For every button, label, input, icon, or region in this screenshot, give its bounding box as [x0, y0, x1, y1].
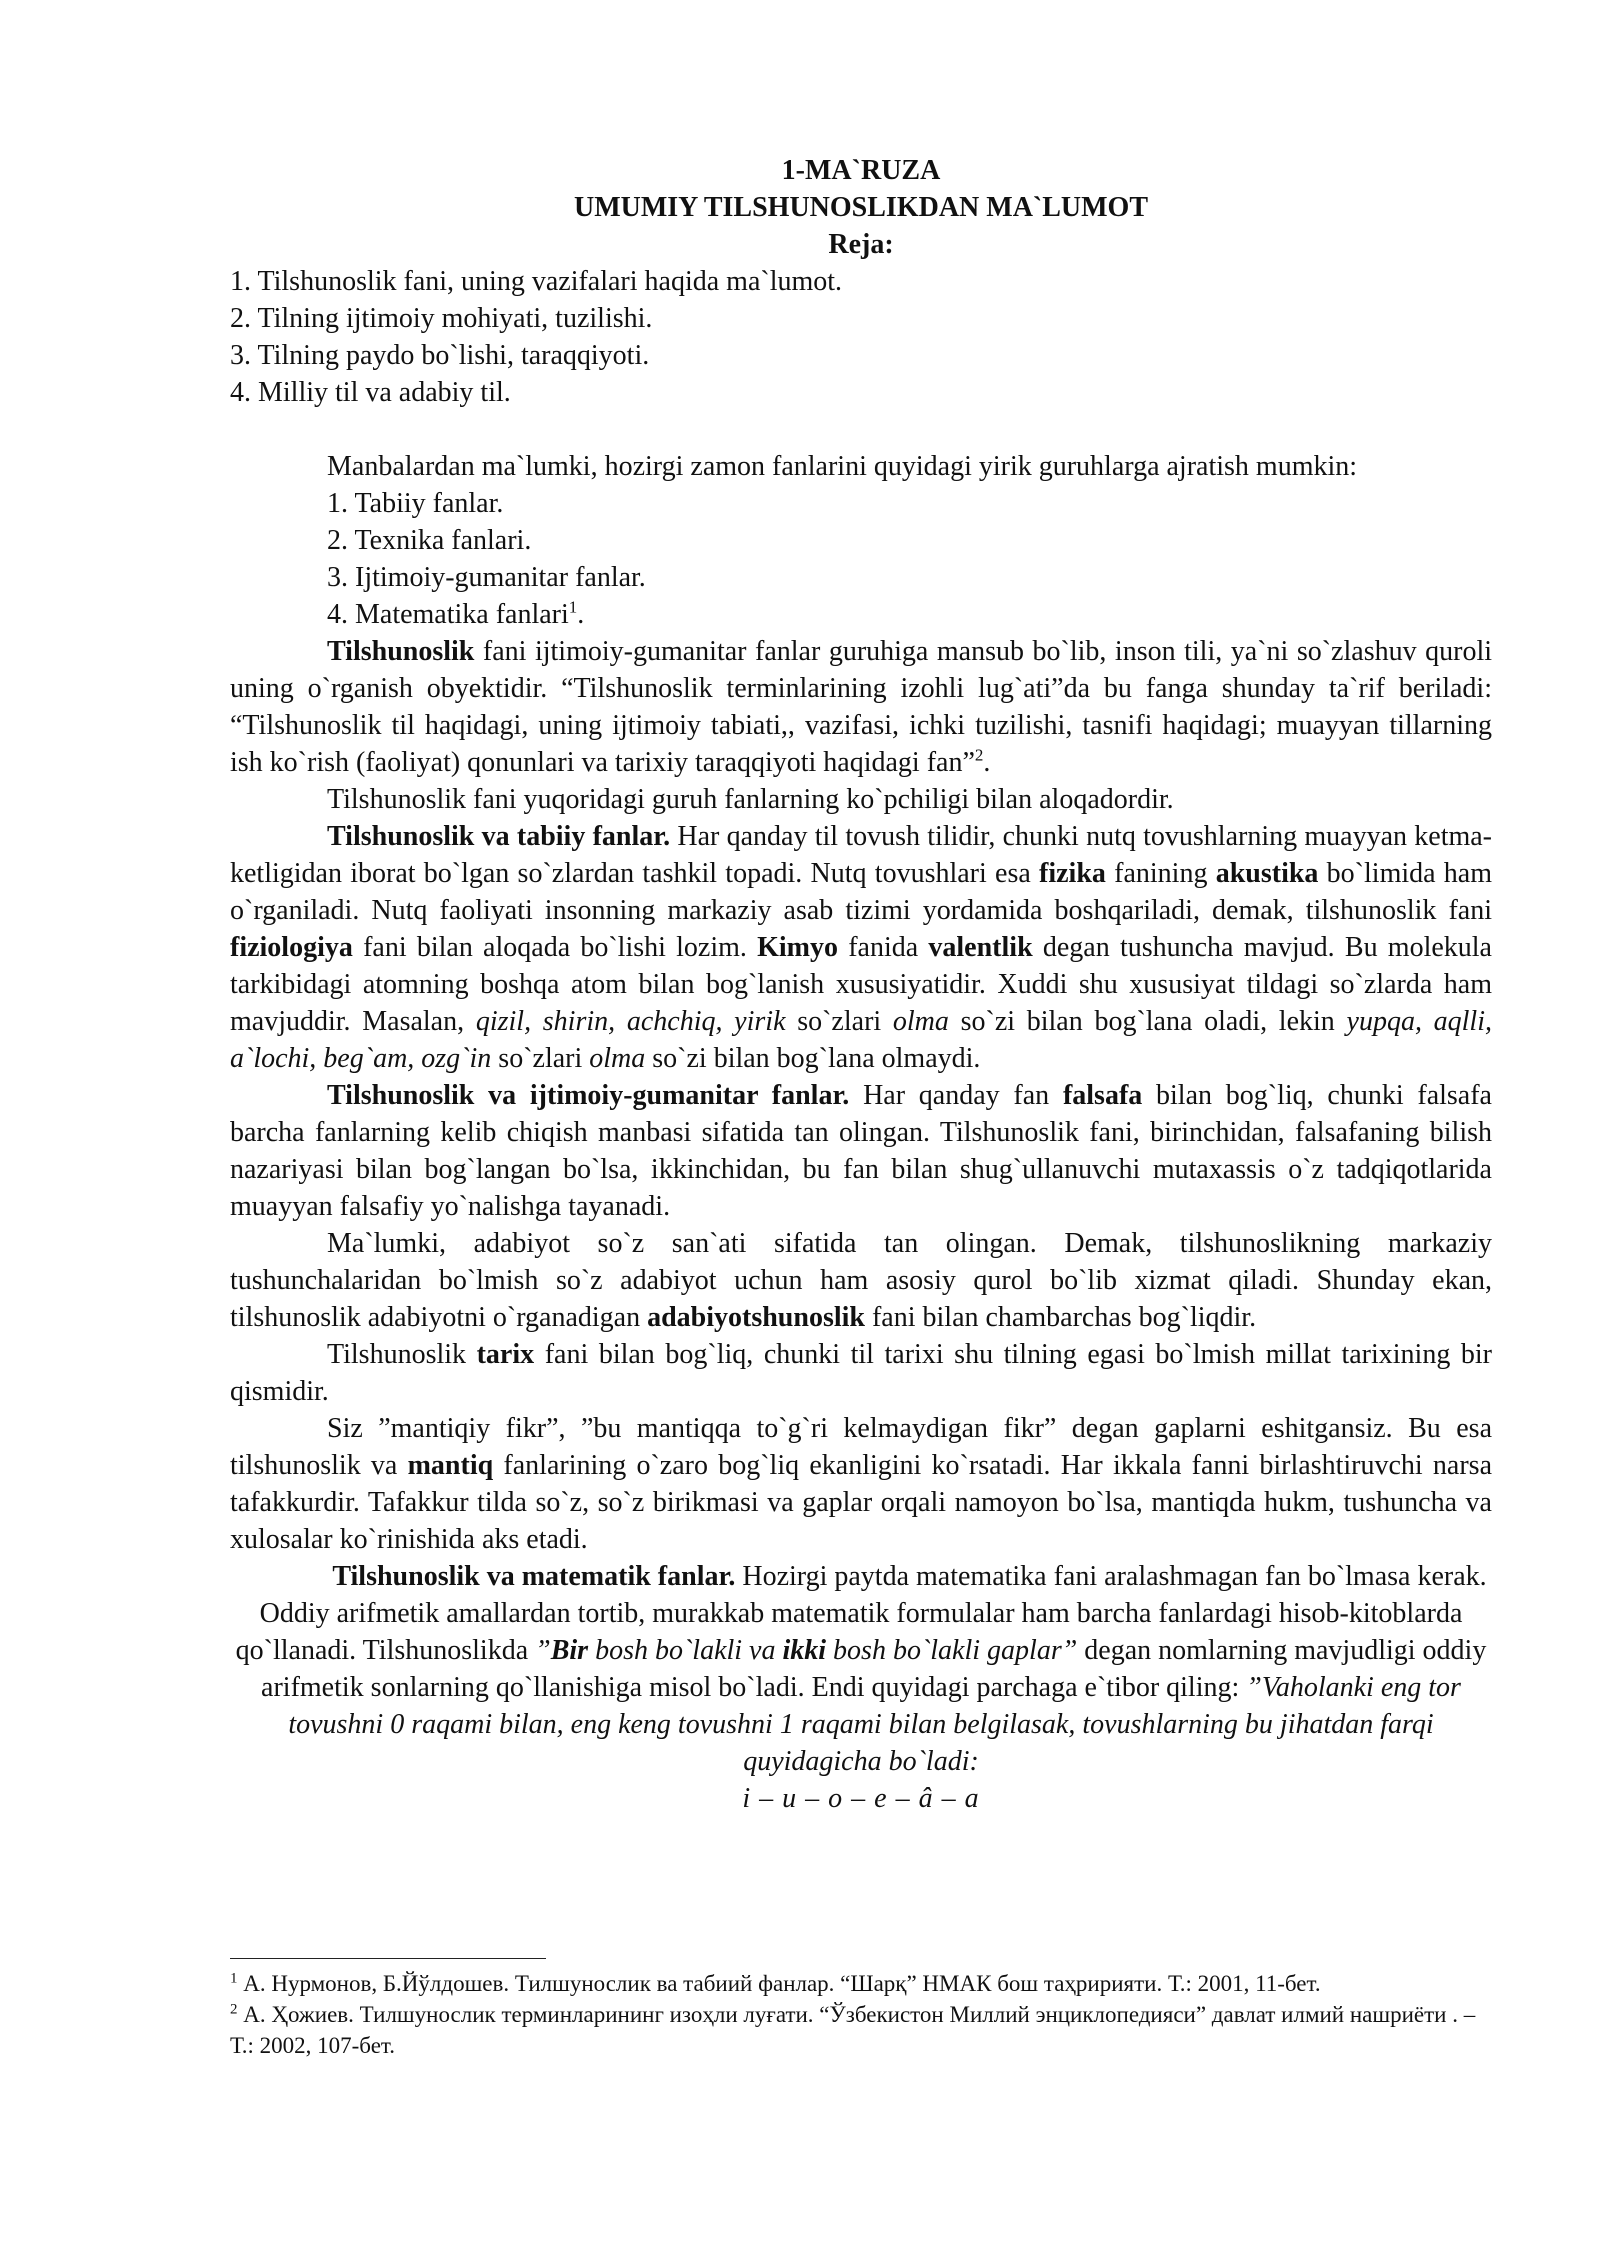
text: fanining [1105, 858, 1216, 889]
paragraph-humanities [230, 1077, 1492, 1225]
term: ikki [782, 1635, 827, 1666]
group-item: 1. Tabiiy fanlar. [327, 488, 504, 519]
text: Tilshunoslik [327, 1339, 477, 1370]
quote-mark: ” [535, 1635, 551, 1666]
footnote-number: 1 [230, 1970, 238, 1987]
text: Siz ”mantiqiy fikr”, ”bu mantiqqa to`g`ri kelmaydigan fikr” degan gaplarni eshitgansiz. Bu esa tilshunoslik va [230, 1413, 1492, 1481]
document-title: UMUMIY TILSHUNOSLIKDAN MA`LUMOT [573, 192, 1149, 223]
term: fizika [1039, 858, 1106, 889]
science-groups-list [327, 485, 1492, 633]
vowel-sequence: i – u – o – e – â – a [742, 1783, 980, 1814]
quote-text: bosh bo`lakli va [588, 1635, 783, 1666]
term: falsafa [1062, 1080, 1143, 1111]
footnotes [230, 1968, 1492, 2061]
example-word: olma [589, 1043, 646, 1074]
text: degan tushuncha mavjud. Bu molekula tarkibidagi atomning boshqa atom bilan bog`lanish xususiyatidir. Xuddi shu xususiyat tildagi so`zlarda ham mavjuddir. Masalan, [230, 932, 1492, 1037]
plan-item: 1. Tilshunoslik fani, uning vazifalari haqida ma`lumot. [230, 266, 843, 297]
lecture-number: 1-MA`RUZA [781, 155, 941, 186]
text: so`zi bilan bog`lana oladi, lekin [948, 1006, 1347, 1037]
paragraph-history [230, 1336, 1492, 1410]
text: fani bilan bog`liq, chunki til tarixi shu tilning egasi bo`lmish millat tarixining bir qismidir. [230, 1339, 1493, 1407]
term: valentlik [928, 932, 1033, 963]
term: akustika [1215, 858, 1319, 889]
paragraph-logic [230, 1410, 1492, 1558]
plan-item: 3. Tilning paydo bo`lishi, taraqqiyoti. [230, 340, 650, 371]
term: Bir [550, 1635, 589, 1666]
footnote-separator [230, 1958, 546, 1959]
footnote-1 [230, 1968, 1492, 1999]
paragraph-relations: Tilshunoslik fani yuqoridagi guruh fanlarning ko`pchiligi bilan aloqadordir. [327, 784, 1174, 815]
group-item: 3. Ijtimoiy-gumanitar fanlar. [327, 562, 646, 593]
paragraph-literature [230, 1225, 1492, 1336]
group-item-text: 4. Matematika fanlari [327, 599, 569, 630]
paragraph-mathematics [230, 1558, 1492, 1780]
term: adabiyotshunoslik [647, 1302, 865, 1333]
text: Har qanday til tovush tilidir, chunki nutq tovushlarning muayyan ketma-ketligidan iborat bo`lgan so`zlardan tashkil topadi. Nutq tovushlari esa [230, 821, 1492, 889]
document-page [230, 152, 1492, 1817]
section-heading: Tilshunoslik va matematik fanlar. [332, 1561, 736, 1592]
text: Hozirgi paytda matematika fani aralashmagan fan bo`lmasa kerak. Oddiy arifmetik amallardan tortib, murakkab matematik formulalar ham barcha fanlardagi hisob-kitoblarda qo`llanadi. Tilshunoslikda [235, 1561, 1487, 1666]
term: mantiq [407, 1450, 494, 1481]
text: fani bilan aloqada bo`lishi lozim. [352, 932, 758, 963]
text: degan nomlarning mavjudligi oddiy arifmetik sonlarning qo`llanishiga misol bo`ladi. Endi quyidagi parchaga e`tibor qiling: [261, 1635, 1487, 1703]
term: Kimyo [757, 932, 838, 963]
section-heading: Tilshunoslik va tabiiy fanlar. [327, 821, 671, 852]
plan-item: 2. Tilning ijtimoiy mohiyati, tuzilishi. [230, 303, 653, 334]
text: bilan bog`liq, chunki falsafa barcha fanlarning kelib chiqish manbasi sifatida tan olingan. Tilshunoslik fani, birinchidan, falsafaning bilish nazariyasi bilan bog`langan bo`lsa, ikkinchidan, bu fan bilan shug`ullanuvchi mutaxassis o`z tadqiqotlarida muayyan falsafiy yo`nalishga tayanadi. [230, 1080, 1492, 1222]
footnote-ref-1: 1 [568, 597, 578, 617]
term: Tilshunoslik [327, 636, 475, 667]
plan-label: Reja: [828, 229, 894, 260]
text: fani ijtimoiy-gumanitar fanlar guruhiga mansub bo`lib, inson tili, ya`ni so`zlashuv quroli uning o`rganish obyektidir. “Tilshunoslik terminlarining izohli lug`ati”da bu fanga shunday ta`rif beriladi: “Tilshunoslik til haqidagi, uning ijtimoiy tabiati,, vazifasi, ichki tuzilishi, tasnifi haqidagi; muayyan tillarning ish ko`rish (faoliyat) qonunlari va tarixiy taraqqiyoti haqidagi fan” [230, 636, 1492, 778]
quote-text: ”Vaholanki eng tor tovushni 0 raqami bilan, eng keng tovushni 1 raqami bilan belgilasak, tovushlarning bu jihatdan farqi quyidagicha bo`ladi: [288, 1672, 1461, 1777]
paragraph-natural-sciences [230, 818, 1492, 1077]
text: fanlarining o`zaro bog`liq ekanligini ko`rsatadi. Har ikkala fanni birlashtiruvchi narsa tafakkurdir. Tafakkur tilda so`z, so`z birikmasi va gaplar orqali namoyon bo`lsa, mantiqda hukm, tushuncha va xulosalar ko`rinishida aks etadi. [230, 1450, 1492, 1555]
intro-paragraph: Manbalardan ma`lumki, hozirgi zamon fanlarini quyidagi yirik guruhlarga ajratish mumkin: [327, 451, 1358, 482]
section-heading: Tilshunoslik va ijtimoiy-gumanitar fanlar. [327, 1080, 850, 1111]
text: Har qanday fan [849, 1080, 1063, 1111]
footnote-text: А. Нурмонов, Б.Йўлдошев. Тилшунослик ва табиий фанлар. “Шарқ” НМАК бош таҳририяти. Т.: 2001, 11-бет. [237, 1971, 1321, 1996]
quote-text: bosh bo`lakli gaplar” [826, 1635, 1078, 1666]
text: so`zlari [785, 1006, 893, 1037]
footnote-ref-2: 2 [974, 745, 984, 765]
example-words: yupqa, aqlli, a`lochi, beg`am, ozg`in [230, 1006, 1492, 1074]
plan-list [230, 263, 1492, 411]
term: fiziologiya [230, 932, 353, 963]
text: so`zi bilan bog`lana olmaydi. [645, 1043, 981, 1074]
text: Ma`lumki, adabiyot so`z san`ati sifatida tan olingan. Demak, tilshunoslikning markaziy tushunchalaridan bo`lmish so`z adabiyot uchun ham asosiy qurol bo`lib xizmat qiladi. Shunday ekan, tilshunoslik adabiyotni o`rganadigan [230, 1228, 1492, 1333]
group-item: 2. Texnika fanlari. [327, 525, 532, 556]
footnote-text: А. Ҳожиев. Тилшунослик терминларининг изоҳли луғати. “Ўзбекистон Миллий энциклопедияси” давлат илмий нашриёти . –Т.: 2002, 107-бет. [230, 2002, 1476, 2058]
term: tarix [476, 1339, 535, 1370]
footnote-2 [230, 1999, 1492, 2061]
plan-item: 4. Milliy til va adabiy til. [230, 377, 511, 408]
example-word: olma [892, 1006, 949, 1037]
text: fani bilan chambarchas bog`liqdir. [864, 1302, 1257, 1333]
text: so`zlari [491, 1043, 590, 1074]
text: bo`limida ham o`rganiladi. Nutq faoliyati insonning markaziy asab tizimi yordamida boshqariladi, demak, tilshunoslik fani [230, 858, 1493, 926]
paragraph-definition: Tilshunoslik fani ijtimoiy-gumanitar fanlar guruhiga mansub bo`lib, inson tili, ya`ni so`zlashuv quroli uning o`rganish obyektidir. “Tilshunoslik terminlarining izohli lug`ati”da bu fanga shunday ta`rif beriladi: “Tilshunoslik til haqidagi, uning ijtimoiy tabiati,, vazifasi, ichki tuzilishi, tasnifi haqidagi; muayyan tillarning ish ko`rish (faoliyat) qonunlari va tarixiy taraqqiyoti haqidagi fan”$^2$. [230, 636, 1492, 778]
text: fanida [838, 932, 929, 963]
spacer [230, 411, 1492, 448]
footnote-number: 2 [230, 2001, 238, 2018]
group-item: 4. Matematika fanlari$^1$. [327, 597, 585, 630]
example-words: qizil, shirin, achchiq, yirik [475, 1006, 786, 1037]
